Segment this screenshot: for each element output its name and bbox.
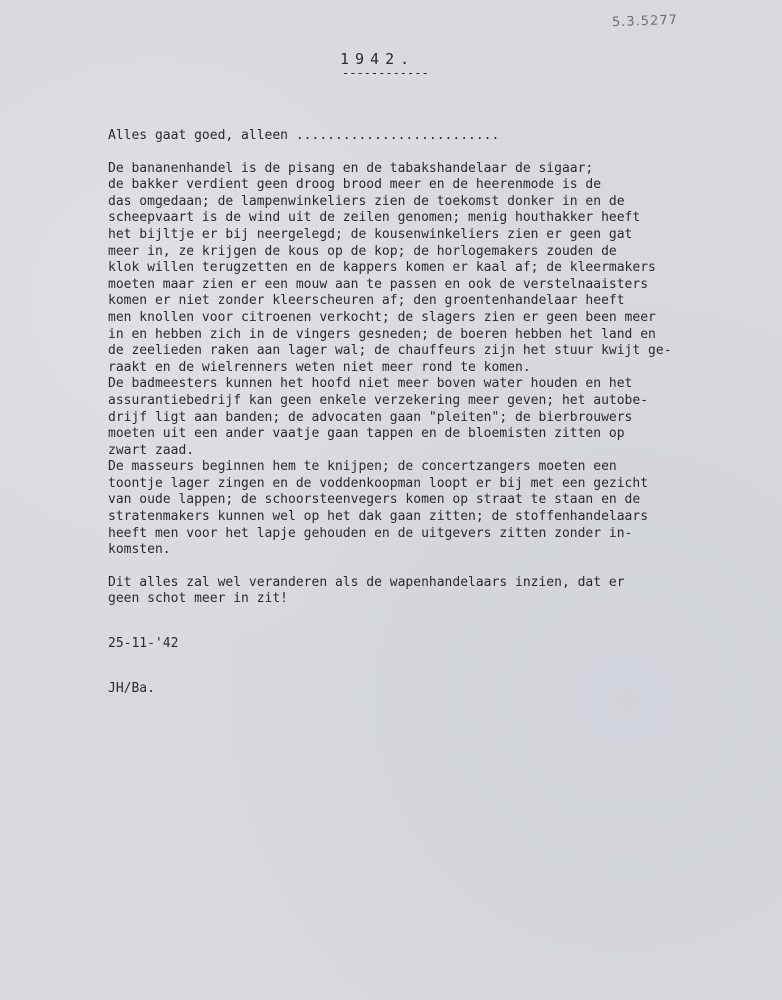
year-underline: ------------ (342, 66, 429, 80)
text-line: klok willen terugzetten en de kappers komen er kaal af; de kleermakers (108, 260, 656, 276)
text-line: scheepvaart is de wind uit de zeilen genomen; menig houthakker heeft (108, 210, 641, 226)
paragraph-2 (108, 376, 748, 459)
text-line: De bananenhandel is de pisang en de tabakshandelaar de sigaar; (108, 160, 594, 176)
text-line: De masseurs beginnen hem te knijpen; de concertzangers moeten een (108, 459, 617, 475)
text-line: komsten. (108, 542, 171, 558)
paragraph-3 (108, 459, 748, 559)
archive-number: 5.3.5277 (611, 12, 679, 31)
closing-paragraph (108, 575, 748, 608)
text-line: meer in, ze krijgen de kous op de kop; de horlogemakers zouden de (108, 243, 617, 259)
text-line: de bakker verdient geen droog brood meer en de heerenmode is de (108, 177, 602, 193)
salutation-line: Alles gaat goed, alleen .......................... (108, 128, 500, 143)
text-line: in en hebben zich in de vingers gesneden; de boeren hebben het land en (108, 326, 656, 342)
text-line: stratenmakers kunnen wel op het dak gaan zitten; de stoffenhandelaars (108, 509, 649, 525)
text-line: men knollen voor citroenen verkocht; de slagers zien er geen been meer (108, 309, 656, 325)
text-line: Dit alles zal wel veranderen als de wapenhandelaars inzien, dat er (108, 574, 625, 590)
paragraph-1 (108, 161, 748, 377)
text-line: raakt en de wielrenners weten niet meer rond te komen. (108, 359, 531, 375)
typist-initials: JH/Ba. (108, 680, 155, 696)
letter-date: 25-11-'42 (108, 636, 179, 652)
document-year-heading: 1942. (340, 50, 416, 68)
text-line: komen er niet zonder kleerscheuren af; den groentenhandelaar heeft (108, 293, 625, 309)
text-line: moeten maar zien er een mouw aan te passen en ook de verstelnaaisters (108, 276, 649, 292)
text-line: De badmeesters kunnen het hoofd niet meer boven water houden en het (108, 376, 633, 392)
text-line: moeten uit een ander vaatje gaan tappen en de bloemisten zitten op (108, 426, 625, 442)
text-line: zwart zaad. (108, 442, 195, 458)
text-line: geen schot meer in zit! (108, 591, 289, 607)
text-line: toontje lager zingen en de voddenkoopman loopt er bij met een gezicht (108, 475, 649, 491)
text-line: van oude lappen; de schoorsteenvegers komen op straat te staan en de (108, 492, 641, 508)
text-line: das omgedaan; de lampenwinkeliers zien de toekomst donker in en de (108, 193, 625, 209)
text-line: heeft men voor het lapje gehouden en de uitgevers zitten zonder in- (108, 525, 633, 541)
text-line: het bijltje er bij neergelegd; de kousenwinkeliers zien er geen gat (108, 226, 633, 242)
text-line: drijf ligt aan banden; de advocaten gaan "pleiten"; de bierbrouwers (108, 409, 633, 425)
text-line: de zeelieden raken aan lager wal; de chauffeurs zijn het stuur kwijt ge- (108, 343, 672, 359)
letter-body (108, 128, 748, 697)
text-line: assurantiebedrijf kan geen enkele verzekering meer geven; het autobe- (108, 392, 649, 408)
